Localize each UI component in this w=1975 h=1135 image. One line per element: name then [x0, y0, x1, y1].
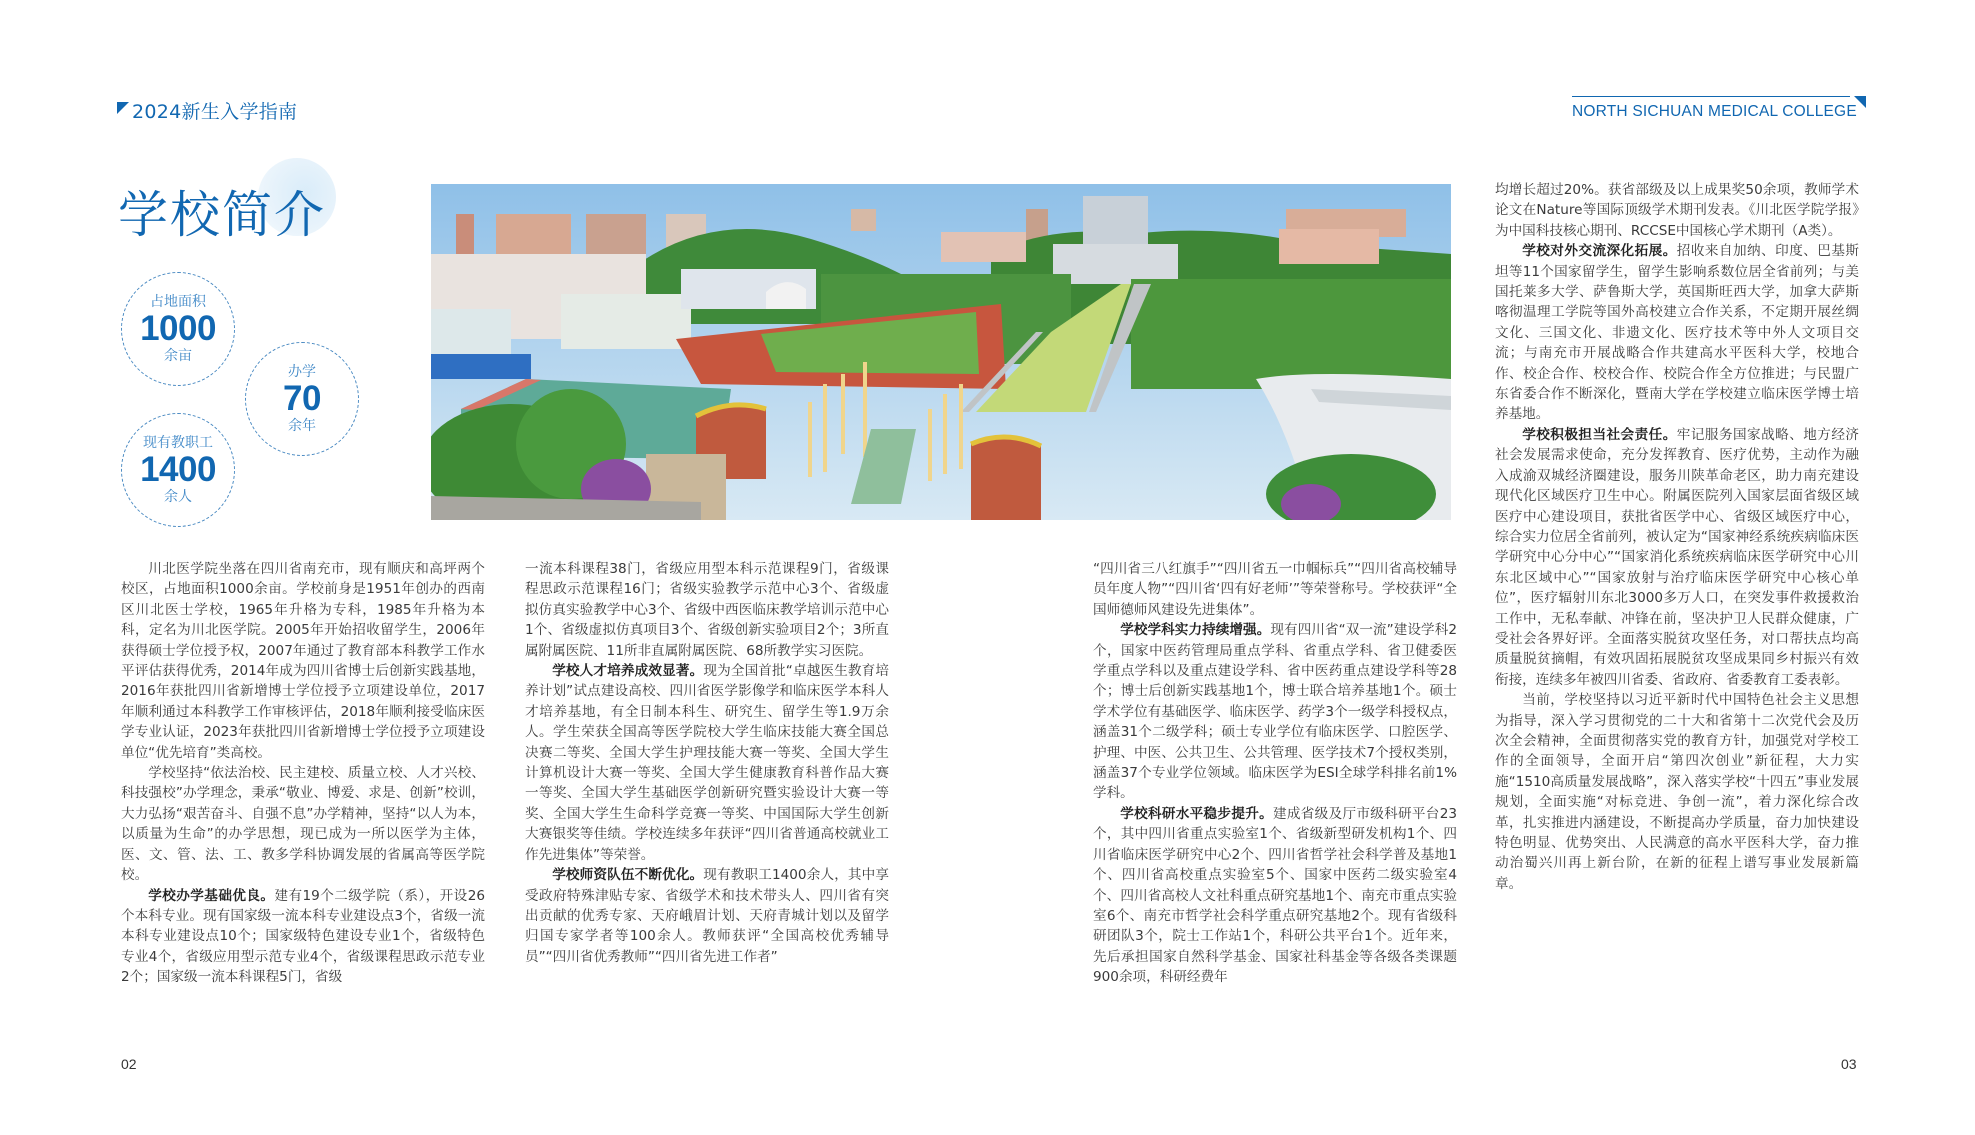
paragraph-faculty-cont: “四川省三八红旗手”“四川省五一巾帼标兵”“四川省高校辅导员年度人物”“四川省‘四有好老师’”等荣誉称号。学校获评“全国师德师风建设先进集体”。 [1093, 561, 1457, 618]
paragraph-philosophy: 学校坚持“依法治校、民主建校、质量立校、人才兴校、科技强校”办学理念，秉承“敬业、博爱、求是、创新”校训，大力弘扬“艰苦奋斗、自强不息”办学精神，坚持“以人为本，以质量为生命”的办学思想，现已成为一所以医学为主体，医、文、管、法、工、教多学科协调发展的省属高等医学院校。 [121, 765, 485, 884]
paragraph-social-responsibility [1495, 425, 1859, 690]
paragraph-body: 现有四川省“双一流”建设学科2个，国家中医药管理局重点学科、省重点学科、省卫健委医学重点学科以及重点建设学科、省中医药重点建设学科等28个；博士后创新实践基地1个，博士联合培养基地1个。硕士学术学位有基础医学、临床医学、药学3个一级学科授权点，涵盖31个二级学科；硕士专业学位有临床医学、口腔医学、护理、中医、公共卫生、公共管理、医学技术7个授权类别，涵盖37个专业学位领域。临床医学为ESI全球学科排名前1%学科。 [1093, 622, 1457, 802]
paragraph-heading: 学校学科实力持续增强。 [1120, 622, 1271, 639]
paragraph-heading: 学校办学基础优良。 [148, 887, 275, 904]
paragraph-heading: 学校人才培养成效显著。 [552, 663, 704, 680]
paragraph-body: 现为全国首批“卓越医生教育培养计划”试点建设高校、四川省医学影像学和临床医学本科人才培养基地，有全日制本科生、研究生、留学生等1.9万余人。学生荣获全国高等医学院校大学生临床技能大赛全国总决赛二等奖、全国大学生护理技能大赛一等奖、全国大学生计算机设计大赛一等奖、全国大学生健康教育科普作品大赛一等奖、全国大学生基础医学创新研究暨实验设计大赛一等奖、全国大学生生命科学竞赛一等奖、中国国际大学生创新大赛银奖等佳绩。学校连续多年获评“四川省普通高校就业工作先进集体”等荣誉。 [525, 663, 890, 863]
paragraph-outlook: 当前，学校坚持以习近平新时代中国特色社会主义思想为指导，深入学习贯彻党的二十大和省第十二次党代会及历次全会精神，全面贯彻落实党的教育方针，加强党对学校工作的全面领导，全面开启“第四次创业”新征程，大力实施“1510高质量发展战略”，深入落实学校“十四五”事业发展规划，全面实施“对标竞进、争创一流”，着力深化综合改革，扎实推进内涵建设，不断提高办学质量，奋力加快建设特色明显、优势突出、人民满意的高水平医科大学，奋力推动治蜀兴川再上新台阶，在新的征程上谱写事业发展新篇章。 [1495, 692, 1859, 892]
header-rule [1572, 96, 1850, 97]
page-title: 学校简介 [118, 186, 326, 244]
paragraph-international [1495, 241, 1859, 425]
corner-triangle-icon [117, 102, 129, 114]
paragraph-heading: 学校对外交流深化拓展。 [1522, 243, 1677, 260]
text-column-2 [525, 559, 889, 967]
paragraph-body: 现有教职工1400余人，其中享受政府特殊津贴专家、省级学术和技术带头人、四川省有突出贡献的优秀专家、天府峨眉计划、天府青城计划以及留学归国专家学者等100余人。教师获评“全国高校优秀辅导员”“四川省优秀教师”“四川省先进工作者” [525, 867, 889, 965]
page-number-right: 03 [1841, 1056, 1857, 1072]
paragraph-body: 建成省级及厅市级科研平台23个，其中四川省重点实验室1个、省级新型研发机构1个、四川省临床医学研究中心2个、四川省哲学社会科学普及基地1个、四川省高校重点实验室5个、国家中医药二级实验室4个、四川省高校人文社科重点研究基地1个、南充市重点实验室6个、南充市哲学社会科学重点研究基地2个。现有省级科研团队3个，院士工作站1个，科研公共平台1个。近年来，先后承担国家自然科学基金、国家社科基金等各级各类课题900余项，科研经费年 [1093, 805, 1458, 986]
campus-photo [431, 184, 1451, 520]
stat-unit: 余年 [288, 418, 316, 434]
stat-unit: 余人 [164, 489, 192, 505]
stat-area [121, 272, 235, 386]
stat-value: 1000 [140, 309, 216, 348]
stat-staff [121, 413, 235, 527]
paragraph-faculty [525, 865, 889, 967]
text-column-3 [1093, 559, 1457, 988]
paragraph-body: 招收来自加纳、印度、巴基斯坦等11个国家留学生，留学生影响系数位居全省前列；与美国托莱多大学、萨鲁斯大学，英国斯旺西大学，加拿大萨斯喀彻温理工学院等国外高校建立合作关系，不定期开展丝绸文化、三国文化、非遗文化、医疗技术等中外人文项目交流；与南充市开展战略合作共建高水平医科大学，校地合作、校企合作、校校合作、校院合作全方位推进；与民盟广东省委合作不断深化，暨南大学在学校建立临床医学博士培养基地。 [1495, 243, 1860, 423]
paragraph-heading: 学校师资队伍不断优化。 [552, 867, 704, 884]
page-number-left: 02 [121, 1056, 137, 1072]
paragraph-talent [525, 661, 889, 865]
stat-label: 现有教职工 [143, 435, 213, 451]
paragraph-disciplines [1093, 620, 1457, 804]
guide-header [117, 97, 297, 124]
paragraph-foundation-cont: 一流本科课程38门，省级应用型本科示范课程9门，省级课程思政示范课程16门；省级实验教学示范中心3个、省级虚拟仿真实验教学中心3个、省级中西医临床教学培训示范中心1个、省级虚拟仿真项目3个、省级创新实验项目2个；3所直属附属医院、11所非直属附属医院、68所教学实习医院。 [525, 561, 889, 659]
paragraph-research [1093, 804, 1457, 988]
text-column-1 [121, 559, 485, 988]
paragraph-foundation [121, 886, 485, 988]
text-column-4 [1495, 180, 1859, 894]
stat-label: 占地面积 [150, 294, 206, 310]
stat-unit: 余亩 [164, 348, 192, 364]
paragraph-heading: 学校科研水平稳步提升。 [1120, 805, 1273, 822]
stat-value: 70 [283, 379, 321, 418]
paragraph-overview: 川北医学院坐落在四川省南充市，现有顺庆和高坪两个校区，占地面积1000余亩。学校前身是1951年创办的西南区川北医士学校，1965年升格为专科，1985年升格为本科，定名为川北医学院。2005年开始招收留学生，2006年获得硕士学位授予权，2007年通过了教育部本科教学工作水平评估获得优秀，2014年成为四川省博士后创新实践基地，2016年获批四川省新增博士学位授予立项建设单位，2017年顺利通过本科教学工作审核评估，2018年顺利接受临床医学专业认证，2023年获批四川省新增博士学位授予立项建设单位“优先培育”类高校。 [121, 561, 485, 761]
campus-aerial-image [431, 184, 1451, 520]
paragraph-body: 建有19个二级学院（系），开设26个本科专业。现有国家级一流本科专业建设点3个，省级一流本科专业建设点10个；国家级特色建设专业1个，省级特色专业4个，省级应用型示范专业4个，省级课程思政示范专业2个；国家级一流本科课程5门，省级 [121, 887, 486, 986]
paragraph-research-cont: 均增长超过20%。获省部级及以上成果奖50余项，教师学术论文在Nature等国际顶级学术期刊发表。《川北医学院学报》为中国科技核心期刊、RCCSE中国核心学术期刊（A类）。 [1495, 182, 1859, 239]
paragraph-body: 牢记服务国家战略、地方经济社会发展需求使命，充分发挥教育、医疗优势，主动作为融入成渝双城经济圈建设，服务川陕革命老区，助力南充建设现代化区域医疗卫生中心。附属医院列入国家层面省级区域医疗中心建设项目，获批省医学中心、省级区域医疗中心，综合实力位居全省前列，被认定为“国家神经系统疾病临床医学研究中心分中心”“国家消化系统疾病临床医学研究中心川东北区域中心”“国家放射与治疗临床医学研究中心核心单位”，医疗辐射川东北3000多万人口，在突发事件救援救治工作中，无私奉献、冲锋在前，坚决护卫人民群众健康，广受社会各界好评。全面落实脱贫攻坚任务，对口帮扶点均高质量脱贫摘帽，有效巩固拓展脱贫攻坚成果同乡村振兴有效衔接，连续多年被四川省委、省政府、省委教育工委表彰。 [1495, 426, 1860, 688]
paragraph-heading: 学校积极担当社会责任。 [1522, 426, 1677, 443]
stat-label: 办学 [288, 364, 316, 380]
stat-years [245, 342, 359, 456]
stat-value: 1400 [140, 450, 216, 489]
college-header [1572, 96, 1862, 124]
guide-header-title: 2024新生入学指南 [132, 101, 298, 123]
college-name: NORTH SICHUAN MEDICAL COLLEGE [1572, 103, 1857, 120]
